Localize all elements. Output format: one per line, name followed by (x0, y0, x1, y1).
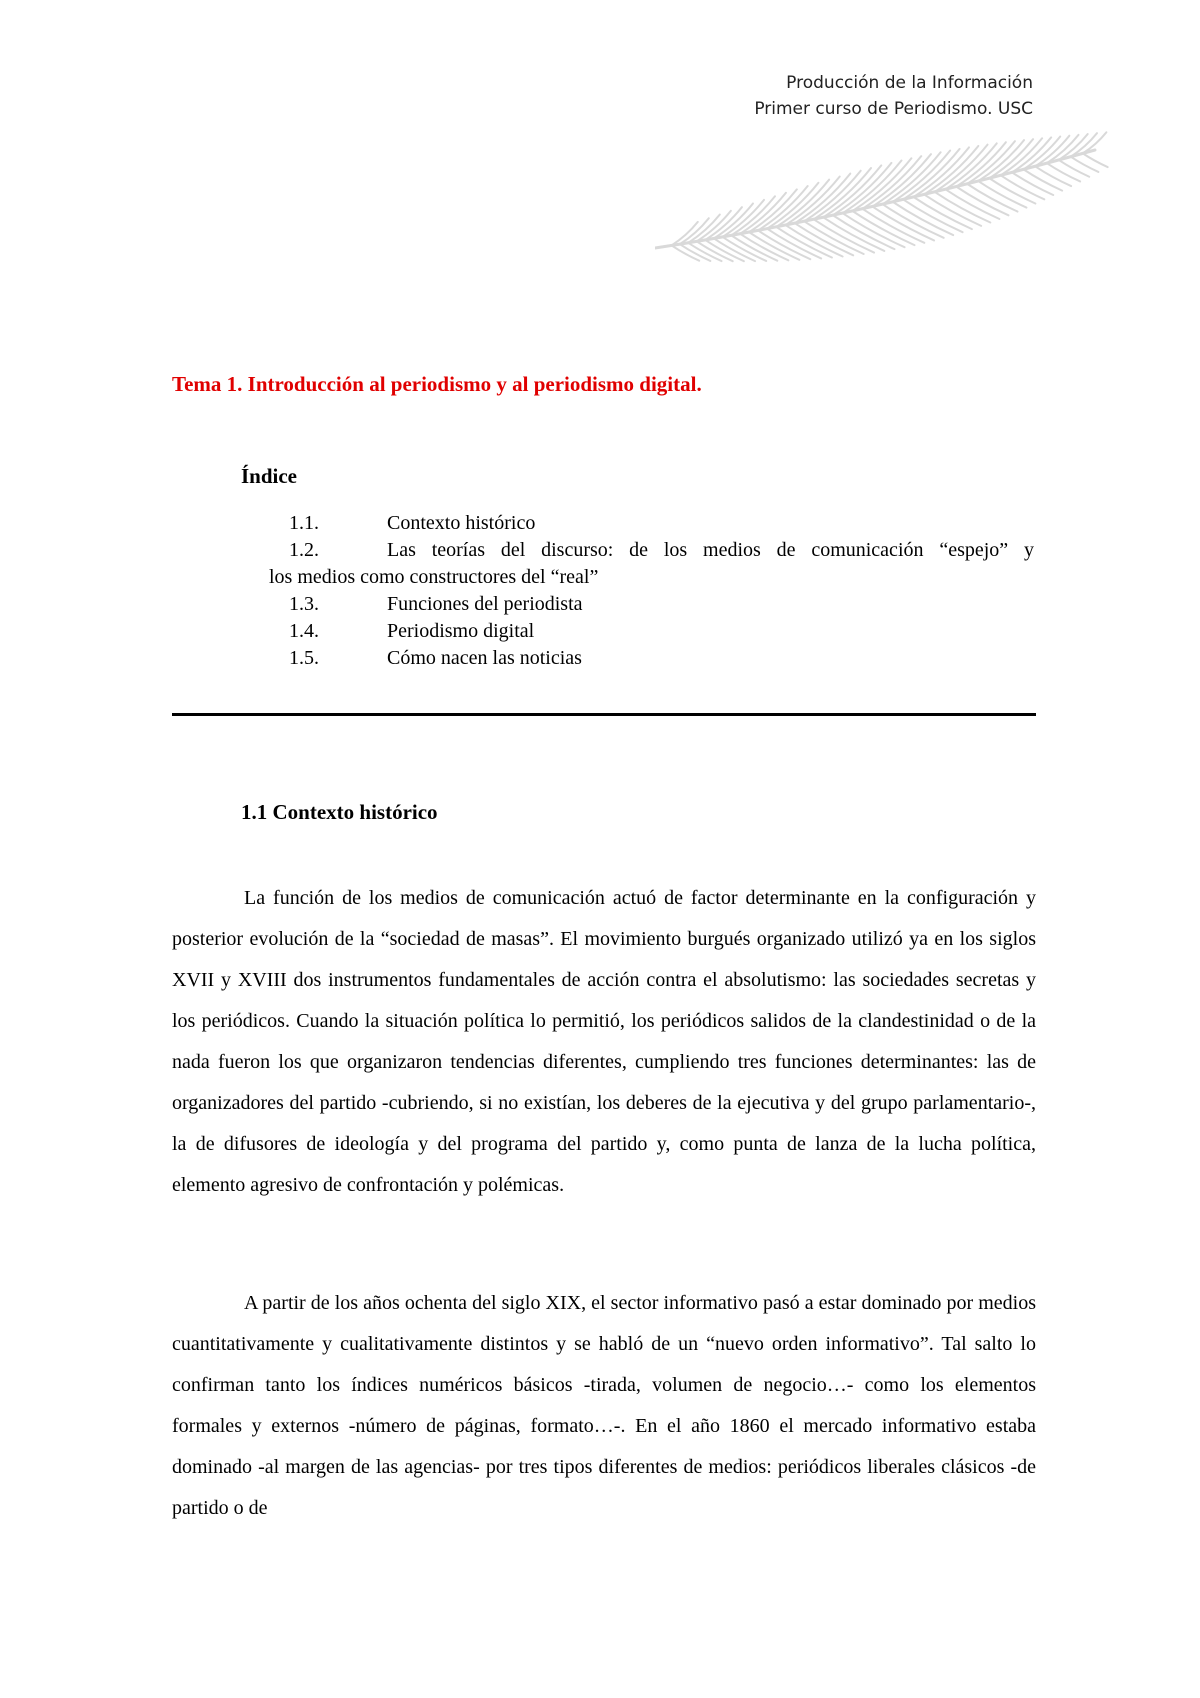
toc-item-number: 1.1. (289, 512, 319, 534)
feather-barb (1035, 166, 1071, 186)
toc-item-number: 1.2. (289, 539, 319, 561)
toc-item-label: Contexto histórico (387, 512, 536, 534)
toc-item-label-continuation: los medios como constructores del “real” (269, 566, 599, 588)
toc-item-label: Las teorías del discurso: de los medios de comunicación “espejo” y (387, 539, 1034, 561)
feather-barb (1059, 160, 1090, 177)
toc-item[interactable] (269, 537, 1034, 591)
feather-barb (1047, 163, 1080, 181)
index-heading: Índice (241, 464, 298, 488)
body-paragraph: La función de los medios de comunicación actuó de factor determinante en la configuración y posterior evolución de la “sociedad de masas”. El movimiento burgués organizado utilizó ya en los siglos XVII y XVIII dos instrumentos fundamentales de acción contra el absolutismo: las sociedades secretas y los periódicos. Cuando la situación política lo permitió, los periódicos salidos de la clandestinidad o de la nada fueron los que organizaron tendencias diferentes, cumpliendo tres funciones determinantes: las de organizadores del partido -cubriendo, si no existían, los deberes de la ejecutiva y del grupo parlamentario-, la de difusores de ideología y del programa del partido y, como punta de lanza de la lucha política, elemento agresivo de confrontación y polémicas. (172, 887, 1036, 1196)
header-course-name: Producción de la Información (786, 73, 1033, 93)
feather-barb (914, 197, 972, 229)
toc-item[interactable] (289, 618, 1034, 645)
toc-item-number: 1.3. (289, 593, 319, 615)
page-title: Tema 1. Introducción al periodismo y al periodismo digital. (172, 372, 702, 396)
feather-barb (924, 194, 981, 225)
toc-item-label: Periodismo digital (387, 620, 535, 642)
toc-item-label: Cómo nacen las noticias (387, 647, 582, 669)
table-of-contents (269, 510, 1034, 672)
section-heading: 1.1 Contexto histórico (241, 800, 438, 824)
feather-icon (655, 130, 1195, 300)
toc-item-number: 1.4. (289, 620, 319, 642)
toc-item[interactable] (289, 645, 1034, 672)
feather-barb (1024, 169, 1063, 190)
page-header (754, 70, 1033, 122)
body-paragraph: A partir de los años ochenta del siglo XIX, el sector informativo pasó a estar dominado por medios cuantitativamente y cualitativamente distintos y se habló de un “nuevo orden informativo”. Tal salto lo confirman tanto los índices numéricos básicos -tirada, volumen de negocio…- como los elementos formales y externos -número de páginas, formato…-. En el año 1860 el mercado informativo estaba dominado -al margen de las agencias- por tres tipos diferentes de medios: periódicos liberales clásicos -de partido o de (172, 1292, 1036, 1519)
toc-item-number: 1.5. (289, 647, 319, 669)
header-course-year: Primer curso de Periodismo. USC (754, 99, 1033, 119)
section-divider (172, 713, 1036, 716)
toc-item-label: Funciones del periodista (387, 593, 583, 615)
toc-item[interactable] (289, 591, 1034, 618)
toc-item[interactable] (289, 510, 1034, 537)
